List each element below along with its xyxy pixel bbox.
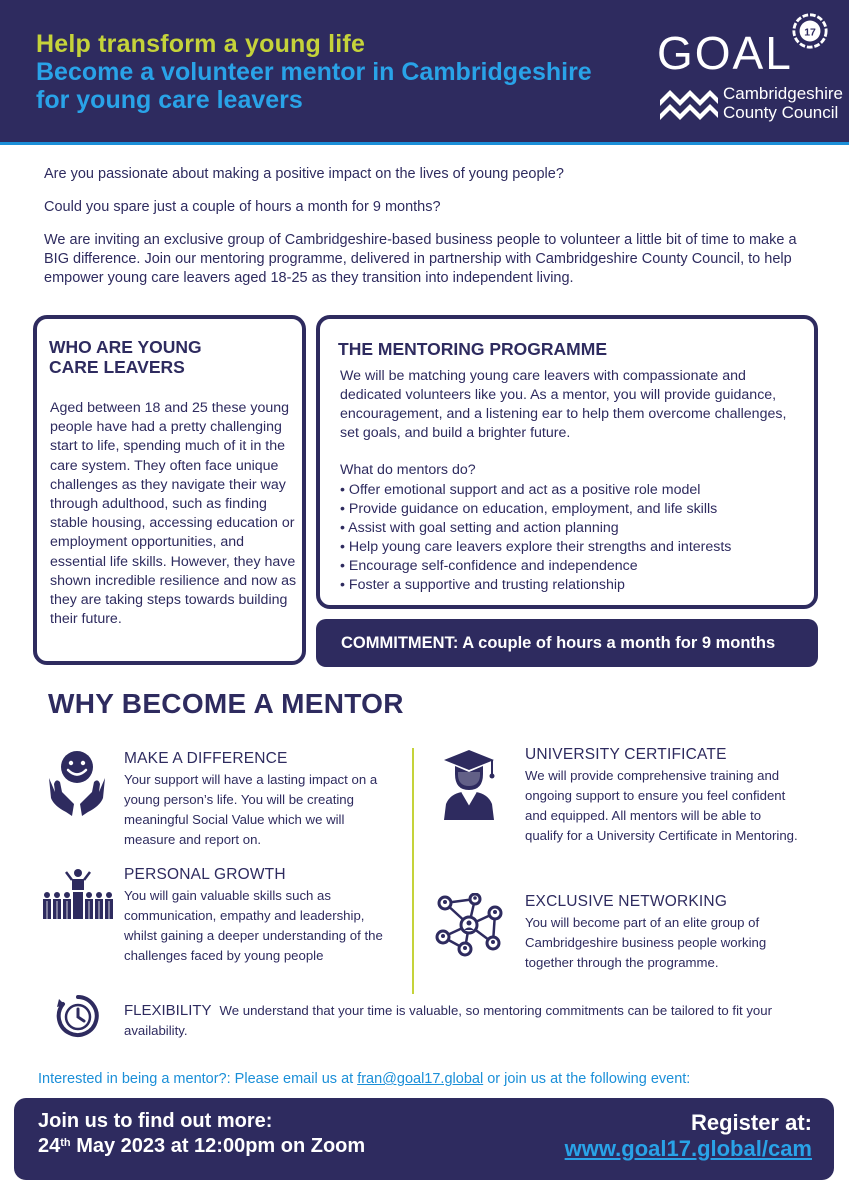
- list-item: • Help young care leavers explore their strengths and interests: [340, 538, 731, 557]
- email-link[interactable]: fran@goal17.global: [357, 1071, 484, 1087]
- benefit-text: We will provide comprehensive training and ongoing support to ensure you feel confident and equipped. All mentors will be able to qualify for a University Certificate in Mentoring.: [525, 768, 798, 843]
- benefit-flexibility: [124, 1001, 804, 1041]
- who-box-title-line1: WHO ARE YOUNG: [49, 337, 202, 357]
- list-item: • Assist with goal setting and action planning: [340, 519, 731, 538]
- list-item: • Foster a supportive and trusting relationship: [340, 576, 731, 595]
- event-date-details: May 2023 at 12:00pm on Zoom: [70, 1135, 366, 1157]
- intro-paragraph: We are inviting an exclusive group of Cambridgeshire-based business people to volunteer a little bit of time to make a BIG difference. Join our mentoring programme, delivered in partnership with Cambridgeshire County Council, to help empower young care leavers aged 18-25 as they transition into independent living.: [44, 232, 797, 286]
- programme-box-title: THE MENTORING PROGRAMME: [338, 339, 607, 359]
- benefit-university-certificate: [525, 746, 800, 846]
- cta-text-after: or join us at the following event:: [483, 1071, 691, 1087]
- list-item: • Provide guidance on education, employment, and life skills: [340, 500, 731, 519]
- goal17-badge-number: 17: [804, 27, 816, 39]
- graduate-icon: [440, 748, 498, 820]
- header-banner: [0, 0, 849, 145]
- council-wave-icon: [658, 86, 720, 122]
- intro-section: [44, 165, 814, 302]
- benefit-text: You will gain valuable skills such as communication, empathy and leadership, whilst gaining a deeper understanding of the challenges faced by young people: [124, 888, 383, 963]
- who-box-title: [49, 337, 202, 377]
- benefit-exclusive-networking: [525, 893, 800, 973]
- intro-question-2: Could you spare just a couple of hours a month for 9 months?: [44, 199, 441, 215]
- council-name-line1: Cambridgeshire: [723, 84, 843, 103]
- programme-box-text: We will be matching young care leavers with compassionate and dedicated volunteers like you. As a mentor, you will provide guidance, encouragement, and a listening ear to help them overcome challenges, set goals, and build a brighter future.: [340, 368, 787, 441]
- benefit-title: MAKE A DIFFERENCE: [124, 750, 288, 767]
- who-are-care-leavers-box: [33, 315, 306, 665]
- mentor-duties-list: [340, 481, 731, 595]
- register-link[interactable]: www.goal17.global/cam: [564, 1136, 812, 1161]
- column-divider: [412, 748, 414, 994]
- benefit-title: EXCLUSIVE NETWORKING: [525, 893, 728, 910]
- benefit-text: Your support will have a lasting impact on a young person’s life. You will be creating meaningful Social Value which we will measure and report on.: [124, 772, 378, 847]
- benefit-title: FLEXIBILITY: [124, 1002, 212, 1019]
- headline-secondary: [36, 58, 592, 114]
- logo-group: [655, 12, 843, 132]
- benefit-text: You will become part of an elite group of Cambridgeshire business people working together through the programme.: [525, 915, 767, 970]
- commitment-banner: COMMITMENT: A couple of hours a month for 9 months: [316, 619, 818, 667]
- intro-question-1: Are you passionate about making a positive impact on the lives of young people?: [44, 166, 564, 182]
- programme-question: What do mentors do?: [340, 462, 476, 478]
- headline-primary: Help transform a young life: [36, 30, 366, 58]
- benefit-text: We understand that your time is valuable, so mentoring commitments can be tailored to fit your availability.: [124, 1003, 772, 1038]
- benefit-title: PERSONAL GROWTH: [124, 866, 286, 883]
- benefit-personal-growth: [124, 866, 399, 966]
- who-box-text: Aged between 18 and 25 these young people have had a pretty challenging start to life, spending much of it in the care system. They often face unique challenges as they navigate their way through adulthood, such as finding stable housing, accessing education or employment opportunities, and essential life skills. However, they have shown incredible resilience and now as they are taking steps towards building their future.: [50, 400, 297, 628]
- list-item: • Offer emotional support and act as a positive role model: [340, 481, 731, 500]
- event-date-suffix: th: [60, 1137, 71, 1149]
- list-item: • Encourage self-confidence and independence: [340, 557, 731, 576]
- council-name-line2: County Council: [723, 103, 839, 122]
- council-name: [723, 84, 843, 122]
- event-footer: [14, 1098, 834, 1180]
- goal17-logo-text: GOAL: [657, 27, 793, 79]
- mentoring-programme-box: [316, 315, 818, 609]
- benefit-title: UNIVERSITY CERTIFICATE: [525, 746, 727, 763]
- group-leader-icon: [42, 868, 114, 920]
- register-label: Register at:: [690, 1110, 812, 1135]
- headline-secondary-line2: for young care leavers: [36, 86, 303, 114]
- headline-secondary-line1: Become a volunteer mentor in Cambridgeshire: [36, 58, 592, 86]
- network-icon: [435, 893, 503, 957]
- who-box-title-line2: CARE LEAVERS: [49, 357, 185, 377]
- goal17-badge-icon: [791, 12, 829, 50]
- event-date-day: 24: [38, 1135, 61, 1157]
- contact-call-to-action: [38, 1071, 690, 1087]
- benefit-make-difference: [124, 750, 394, 850]
- hands-smile-icon: [46, 748, 108, 818]
- stopwatch-icon: [55, 993, 101, 1039]
- event-date: [38, 1135, 365, 1158]
- event-intro: Join us to find out more:: [38, 1110, 273, 1132]
- cta-text-before: Interested in being a mentor?: Please email us at: [38, 1071, 358, 1087]
- why-section-title: WHY BECOME A MENTOR: [48, 688, 404, 719]
